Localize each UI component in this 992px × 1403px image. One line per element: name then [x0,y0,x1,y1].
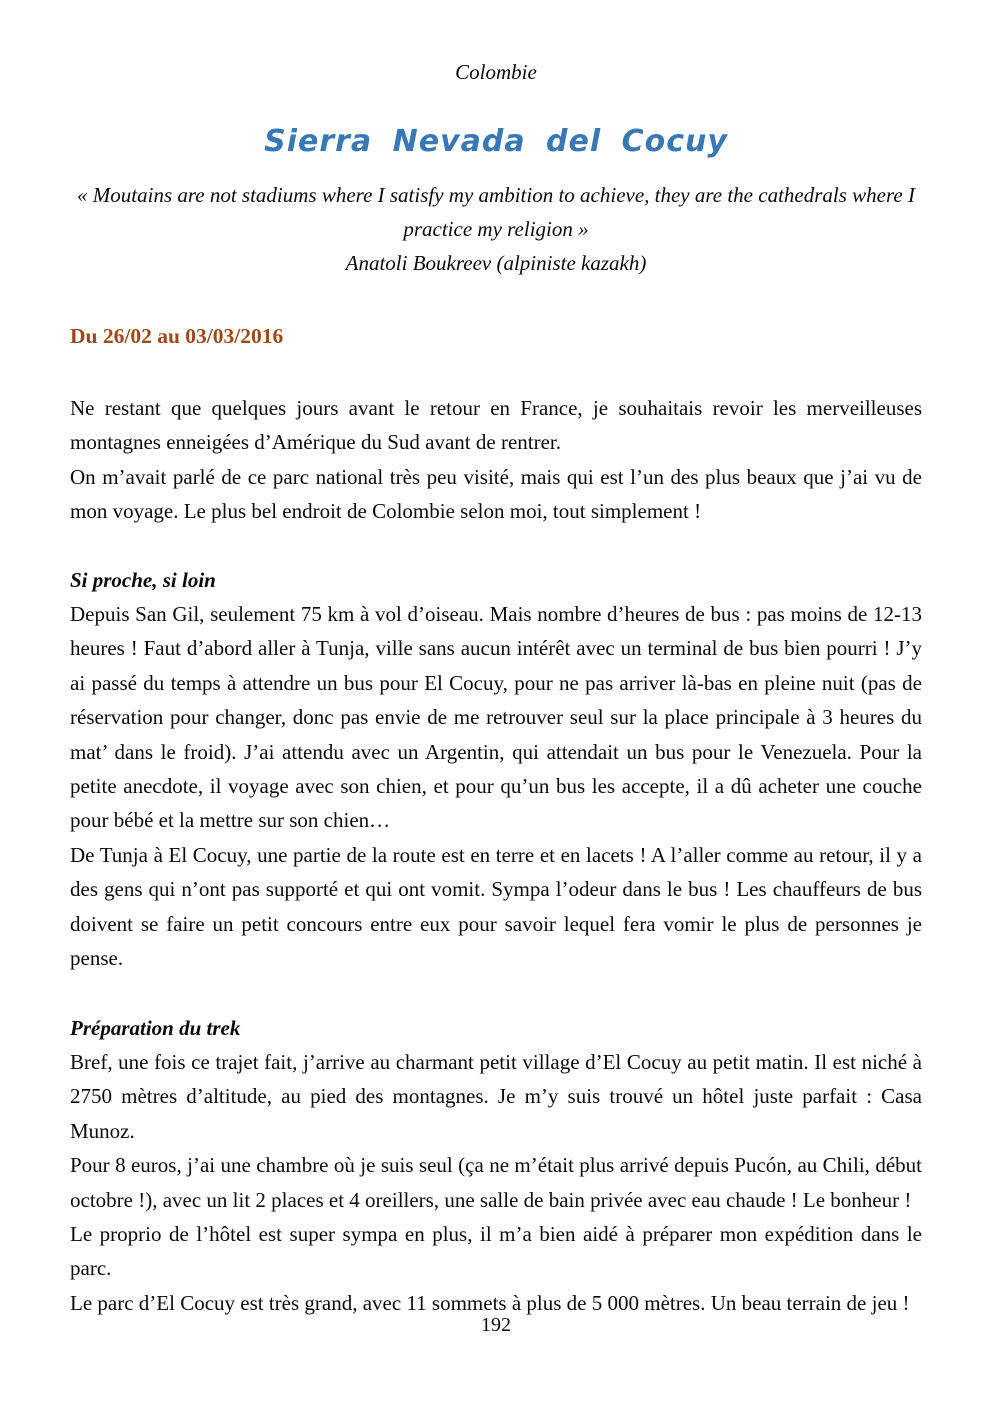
epigraph-quote-line1: « Moutains are not stadiums where I satisfy my ambition to achieve, they are the cathedrals where I [77,183,915,207]
epigraph-attribution: Anatoli Boukreev (alpiniste kazakh) [345,251,647,275]
section-preparation-body [70,1045,922,1320]
section-heading-preparation-du-trek: Préparation du trek [70,1016,241,1040]
page-number: 192 [481,1314,511,1336]
intro-paragraph-2: On m’avait parlé de ce parc national très peu visité, mais qui est l’un des plus beaux que j’ai vu de mon voyage. Le plus bel endroit de Colombie selon moi, tout simplement ! [70,464,922,524]
section1-paragraph-2: De Tunja à El Cocuy, une partie de la route est en terre et en lacets ! A l’aller comme au retour, il y a des gens qui n’ont pas supporté et qui ont vomit. Sympa l’odeur dans le bus ! Les chauffeurs de bus doivent se faire un petit concours entre eux pour savoir lequel fera vomir le plus de personnes je pense. [70,842,922,971]
intro-section [70,391,922,529]
section2-paragraph-2: Pour 8 euros, j’ai une chambre où je suis seul (ça ne m’était plus arrivé depuis Pucón, au Chili, début octobre !), avec un lit 2 places et 4 oreillers, une salle de bain privée avec eau chaude ! Le bonheur ! [70,1153,922,1212]
page-title: Sierra Nevada del Cocuy [264,124,728,159]
section-si-proche-body [70,597,922,975]
running-header-country: Colombie [455,60,537,84]
section1-paragraph-1: Depuis San Gil, seulement 75 km à vol d’oiseau. Mais nombre d’heures de bus : pas moins de 12-13 heures ! Faut d’abord aller à Tunja, ville sans aucun intérêt avec un terminal de bus bien pourri ! J’y ai passé du temps à attendre un bus pour El Cocuy, pour ne pas arriver là-bas en pleine nuit (pas de réservation pour changer, donc pas envie de me retrouver seul sur la place principale à 3 heures du mat’ dans le froid). J’ai attendu avec un Argentin, qui attendait un bus pour le Venezuela. Pour la petite anecdote, il voyage avec son chien, et pour qu’un bus les accepte, il a dû acheter une couche pour bébé et la mettre sur son chien… [70,602,922,833]
epigraph [70,178,922,280]
section2-paragraph-4: Le parc d’El Cocuy est très grand, avec 11 sommets à plus de 5 000 mètres. Un beau terrain de jeu ! [70,1290,910,1315]
intro-paragraph-1: Ne restant que quelques jours avant le retour en France, je souhaitais revoir les merveilleuses montagnes enneigées d’Amérique du Sud avant de rentrer. [70,396,922,455]
section2-paragraph-3: Le proprio de l’hôtel est super sympa en plus, il m’a bien aidé à préparer mon expédition dans le parc. [70,1222,922,1281]
epigraph-quote-line2: practice my religion » [403,217,589,241]
section-heading-si-proche-si-loin: Si proche, si loin [70,568,216,592]
date-range-heading: Du 26/02 au 03/03/2016 [70,324,284,348]
section2-paragraph-1: Bref, une fois ce trajet fait, j’arrive au charmant petit village d’El Cocuy au petit matin. Il est niché à 2750 mètres d’altitude, au pied des montagnes. Je m’y suis trouvé un hôtel juste parfait : Casa Munoz. [70,1050,922,1143]
